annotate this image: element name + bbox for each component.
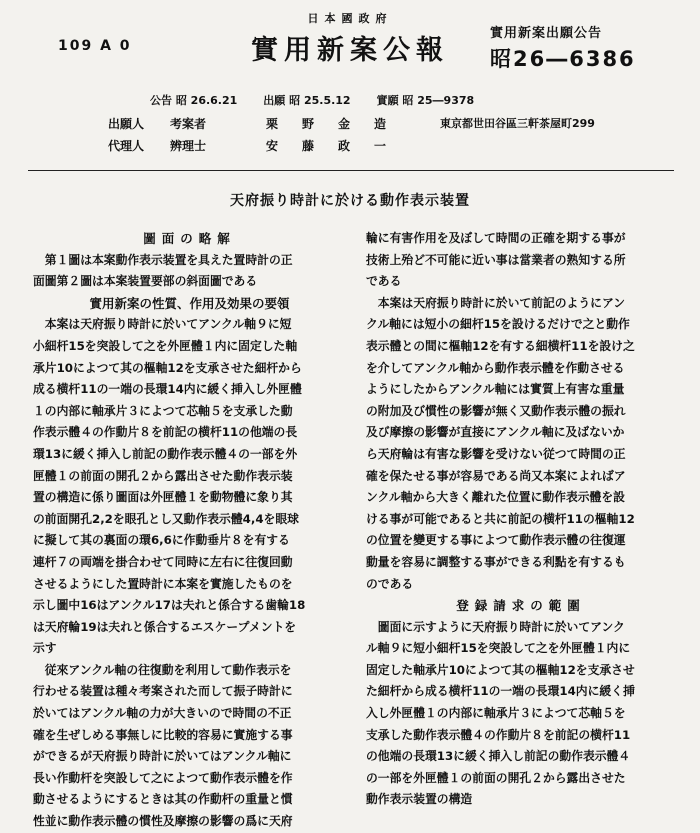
text-line: ける事が可能であると共に前記の横杆11の樞軸12 <box>366 511 635 526</box>
publication-block <box>490 22 670 73</box>
gazette-masthead <box>200 10 500 67</box>
text-line: の一部を外匣體１の前面の開孔２から露出させた <box>366 770 626 785</box>
text-line: 技術上殆ど不可能に近い事は當業者の熟知する所 <box>366 252 626 267</box>
text-line: 承片10によつて其の樞軸12を支承させた細杆から <box>33 360 302 375</box>
text-line: ル軸９に短小細杆15を突設して之を外匣體１内に <box>366 641 631 656</box>
text-line: 固定した軸承片10によつて其の樞軸12を支承させ <box>366 662 635 677</box>
application-date: 出願 昭 25.5.12 <box>263 94 351 107</box>
text-line: のである <box>366 576 414 591</box>
section-heading: 實用新案の性質、作用及効果の要領 <box>89 295 290 311</box>
text-line: 行わせる装置は種々考案された而して振子時計に <box>33 684 293 699</box>
text-line: １の内部に軸承片３によつて芯軸５を支承した動 <box>33 403 293 418</box>
document-title: 天府振り時計に於ける動作表示装置 <box>230 193 470 209</box>
text-line: 表示體との間に樞軸12を有する細横杆11を設け之 <box>366 338 635 353</box>
party-name: 栗野金造 <box>266 117 411 131</box>
announcement-label: 實用新案出願公告 <box>490 26 603 41</box>
publication-info <box>150 92 474 108</box>
text-line: の附加及び慣性の影響が無く又動作表示體の振れ <box>366 403 626 418</box>
text-line: 環13に緩く挿入し前記の動作表示體４の一部を外 <box>33 446 298 461</box>
text-line: 性並に動作表示體の慣性及摩擦の影響の爲に天府 <box>33 814 293 829</box>
text-line: 本案は天府振り時計に於いて前記のようにアン <box>366 295 626 310</box>
text-line: の他端の長環13に緩く挿入し前記の動作表示體４ <box>366 749 631 764</box>
text-line: 匣體１の前面の開孔２から露出させた動作表示装 <box>33 468 293 483</box>
section-heading: 圖面の略解 <box>143 231 236 246</box>
text-line: を介してアンクル軸から動作表示體を作動させる <box>366 360 625 375</box>
publication-number: 昭26―6386 <box>490 47 636 71</box>
text-line: は天府輪19は夫れと係合するエスケープメントを <box>33 619 297 634</box>
announcement-date: 公告 昭 26.6.21 <box>150 94 238 107</box>
text-line: 第１圖は本案動作表示装置を具えた置時計の正 <box>33 252 293 267</box>
text-line: 輪に有害作用を及ぼして時間の正確を期する事が <box>366 231 626 245</box>
left-column <box>33 228 346 833</box>
text-line: 示し圖中16はアンクル17は夫れと係合する歯輪18 <box>33 598 306 613</box>
party-role: 代理人 <box>108 139 145 153</box>
text-line: 従來アンクル軸の往復動を利用して動作表示を <box>33 662 292 677</box>
issuer: 日本國政府 <box>307 12 393 25</box>
application-number: 實願 昭 25―9378 <box>376 94 475 107</box>
text-line: 圖面に示すように天府振り時計に於いてアンク <box>366 619 625 634</box>
text-line: 動量を容易に調整する事ができる利點を有するも <box>366 554 626 569</box>
text-line: 及び摩擦の影響が直接にアンクル軸に及ばないか <box>366 425 625 440</box>
text-line: ンクル軸から大きく離れた位置に動作表示體を設 <box>366 490 625 505</box>
text-line: させるようにした置時計に本案を實施したものを <box>33 576 293 591</box>
party-name: 安藤政一 <box>266 139 411 153</box>
text-line: 於いてはアンクル軸の力が大きいので時間の不正 <box>33 706 292 721</box>
text-line: 面圖第２圖は本案装置要部の斜面圖である <box>33 274 258 289</box>
text-line: 確を生ぜしめる事無しに比較的容易に實施する事 <box>33 727 293 742</box>
party-title: 考案者 <box>170 117 207 131</box>
text-line: ようにしたからアンクル軸には實質上有害な重量 <box>366 382 625 397</box>
text-line: 長い作動杆を突設して之によつて動作表示體を作 <box>33 770 293 785</box>
party-address: 東京都世田谷區三軒茶屋町299 <box>440 117 595 130</box>
text-line: 支承した動作表示體４の作動片８を前記の横杆11 <box>366 727 631 742</box>
text-line: ら天府輪は有害な影響を受けない従つて時間の正 <box>366 446 626 461</box>
text-line: 小細杆15を突設して之を外匣體１内に固定した軸 <box>33 338 298 353</box>
text-line: 作表示體４の作動片８を前記の横杆11の他端の長 <box>33 425 298 440</box>
text-line: 動させるようにするときは其の作動杆の重量と慣 <box>33 792 293 807</box>
header-divider <box>28 170 674 171</box>
text-line: た細杆から成る横杆11の一端の長環14内に緩く挿 <box>366 684 635 699</box>
text-line: 連杆７の両端を掛合わせて同時に左右に往復回動 <box>33 554 293 569</box>
gazette-title: 實用新案公報 <box>251 35 449 66</box>
text-line: である <box>366 274 402 289</box>
text-line: の位置を變更する事によつて動作表示體の往復運 <box>366 533 626 548</box>
text-line: に擬して其の裏面の環6,6に作動垂片８を有する <box>33 533 290 548</box>
class-code: 109 A 0 <box>58 38 132 54</box>
text-line: クル軸には短小の細杆15を設けるだけで之と動作 <box>366 317 630 332</box>
text-line: 置の構造に係り圖面は外匣體１を動物體に象り其 <box>33 490 293 505</box>
text-line: 本案は天府振り時計に於いてアンクル軸９に短 <box>33 317 292 332</box>
party-title: 辨理士 <box>170 139 207 153</box>
section-heading: 登録請求の範圍 <box>456 598 586 614</box>
text-line: の前面開孔2,2を眼孔とし又動作表示體4,4を眼球 <box>33 511 299 526</box>
party-role: 出願人 <box>108 117 145 131</box>
text-line: 確を保たせる事が容易である尚又本案によればア <box>366 468 626 483</box>
text-line: 成る横杆11の一端の長環14内に緩く挿入し外匣體 <box>33 382 302 397</box>
text-line: 動作表示装置の構造 <box>366 792 473 807</box>
right-column <box>366 228 676 811</box>
text-line: 示す <box>33 641 57 656</box>
text-line: 入し外匣體１の内部に軸承片３によつて芯軸５を <box>366 706 626 721</box>
text-line: ができるが天府振り時計に於いてはアンクル軸に <box>33 749 292 764</box>
